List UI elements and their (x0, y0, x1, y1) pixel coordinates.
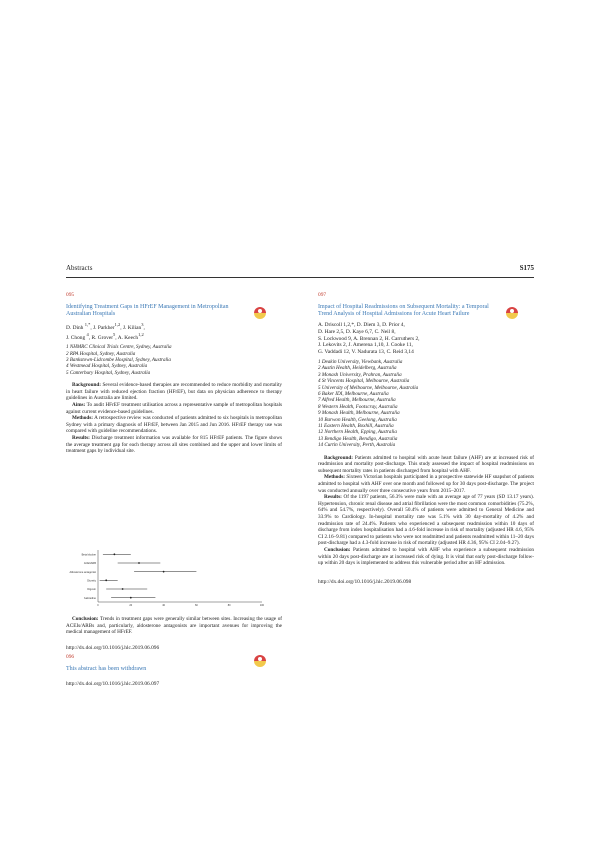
abstract-id: 097 (318, 292, 327, 298)
aims-paragraph: Aims: To audit HFrEF treatment utilisation across a representative sample of metropolitan hospitals against current evidence-based guidelines. (66, 402, 282, 415)
author-line: G. Vaddadi 12, V. Nadurata 13, C. Reid 3,14 (318, 349, 414, 356)
abstract-id: 095 (66, 292, 75, 298)
affiliation: 9 Monash Health, Melbourne, Australia (318, 410, 400, 417)
category-label: Beta blocker (81, 553, 96, 557)
affiliation: 5 University of Melbourne, Melbourne, Australia (318, 384, 419, 391)
doi-link[interactable]: http://dx.doi.org/10.1016/j.hlc.2019.06.098 (318, 578, 412, 585)
author-line: J. Lekovits 2, J. Amerena 1,10, J. Cooke 11, (318, 342, 413, 349)
author-line: S. Lockwood 9, A. Brennan 2, H. Carruthers 2, (318, 335, 420, 342)
x-tick-label: 0 (97, 604, 99, 607)
category-label: Aldosterone antagonist (69, 570, 96, 574)
x-tick-label: 20 (129, 604, 133, 607)
background-paragraph: Background: Several evidence-based therapies are recommended to reduce morbidity and mortality in heart failure with reduced ejection fraction (HFrEF), but data on physician adherence to therapy guidelines in Australia are limited. (66, 382, 282, 402)
abstract-title[interactable]: This abstract has been withdrawn (66, 665, 147, 672)
average-point (163, 571, 165, 573)
author-line: A. Driscoll 1,2,*, D. Diem 3, D. Prior 4, (318, 322, 405, 328)
abstract-095 (66, 292, 282, 455)
category-label: Diuretic (87, 579, 96, 583)
affiliation: 2 RPA Hospital, Sydney, Australia (66, 350, 136, 357)
abstract-097 (318, 292, 534, 585)
affiliation: 5 Canterbury Hospital, Sydney, Australia (66, 369, 151, 376)
average-point (114, 553, 116, 555)
author-line: D. Hare 2,5, D. Kaye 6,7, C. Neil 8, (318, 328, 396, 335)
category-label: ACEI/ARB (83, 562, 96, 566)
category-label: Digoxin (87, 588, 96, 592)
x-tick-label: 60 (195, 604, 198, 607)
treatment-gap-chart (66, 544, 282, 610)
average-point (105, 579, 107, 581)
crossmark-icon[interactable] (254, 307, 266, 319)
crossmark-icon[interactable] (506, 307, 518, 319)
affiliation: 3 Monash University, Prahran, Australia (318, 371, 402, 378)
abstract-title[interactable]: Impact of Hospital Readmissions on Subsequent Mortality: a Temporal Trend Analysis of Hospital Admissions for Acute Heart Failure (318, 303, 489, 317)
abstract-095-conclusion (66, 616, 282, 688)
affiliation: 8 Western Health, Footscray, Australia (318, 403, 398, 410)
affiliation: 3 Bankstown-Lidcombe Hospital, Sydney, Australia (66, 357, 171, 363)
x-tick-label: 40 (162, 604, 165, 607)
affiliation: 13 Bendigo Health, Bendigo, Australia (318, 435, 398, 442)
doi-link[interactable]: http://dx.doi.org/10.1016/j.hlc.2019.06.096 (66, 644, 160, 651)
average-point (130, 597, 132, 599)
methods-paragraph: Methods: A retrospective review was conducted of patients admitted to six hospitals in metropolitan Sydney with a primary diagnosis of HFrEF, between Jan 2015 and Jun 2016. HFrEF therapy use was compared with guideline recommendations. (66, 415, 282, 435)
affiliation-list (318, 359, 534, 449)
background-paragraph: Background: Patients admitted to hospital with acute heart failure (AHF) are at increased risk of readmission and mortality post-discharge. This study assessed the impact of hospital readmissions on subsequent mortality rates in patients discharged from hospital with AHF. (318, 454, 535, 474)
header-rule (66, 277, 534, 278)
affiliation: 4 Westmead Hospital, Sydney, Australia (66, 363, 148, 370)
affiliation: 11 Eastern Health, Boxhill, Australia (318, 423, 394, 430)
author-list (318, 322, 534, 356)
journal-section: Abstracts (66, 264, 93, 272)
affiliation: 12 Northern Health, Epping, Australia (318, 429, 397, 436)
affiliation: 1 Deakin University, Viewbank, Australia (318, 358, 403, 365)
methods-paragraph: Methods: Sixteen Victorian hospitals participated in a prospective statewide HF snapshot of patients admitted to hospital with AHF over one month and followed up for 30 days post-discharge. The project was conducted annually over three consecutive years from 2015–2017. (318, 474, 534, 494)
results-paragraph: Results: Discharge treatment information was available for 815 HFrEF patients. The figure shows the average treatment gap for each therapy across all sites combined and the upper and lower limits of treatment gaps by individual site. (66, 434, 282, 455)
average-point (138, 562, 140, 564)
affiliation: 4 St Vincents Hospital, Melbourne, Australia (318, 378, 410, 385)
x-tick-label: 100 (259, 604, 265, 607)
conclusion-paragraph: Conclusion: Trends in treatment gaps were generally similar between sites. Increasing the usage of ACEIs/ARBs and, particularly, aldosterone antagonists are important avenues for improving the medical management of HFrEF. (66, 616, 283, 636)
author-list: D. Dinh $^{1,*}$, J. Parkher$^{1,2}$, J. Kilian$^3$, J. Chong $^4$, R. Grover$^5$, A. Keech$^{1,2}$ (66, 322, 145, 341)
category-label: Ivabradine (83, 596, 96, 600)
affiliation: 1 NHMRC Clinical Trials Centre, Sydney, Australia (66, 344, 172, 351)
x-tick-label: 80 (227, 604, 231, 607)
conclusion-paragraph: Conclusion: Patients admitted to hospital with AHF who experience a subsequent readmission within 20 days post-discharge are at increased risk of dying. It is vital that early post-discharge follow-up within 20 days is implemented to address this vulnerable period after an HF admission. (318, 546, 535, 567)
abstract-title[interactable]: Identifying Treatment Gaps in HFrEF Management in Metropolitan Australian Hospitals (66, 303, 229, 317)
affiliation: 7 Alfred Health, Melbourne, Australia (318, 397, 396, 404)
page-number: S175 (519, 264, 534, 272)
average-point (122, 588, 124, 590)
results-paragraph: Results: Of the 1197 patients, 56.3% were male with an average age of 77 years (SD 13.17 years). Hypertension, chronic renal disease and atrial fibrillation were the most common comorbidities (75.2%, 64% and 54.7%, respectively). Overall 50.4% of patients were admitted to General Medicine and 33.9% to Cardiology. In-hospital mortality rate was 5.1% with 30 day-mortality of 4.2% and readmission rate of 24.4%. Patients who experienced a subsequent readmission within 10 days of discharge from index hospitalisation had a 4.6-fold increase in risk of mortality (adjusted HR 4.6, 95% CI 2.16–9.81) compared to patients who were not readmitted and patients readmitted within 11–20 days post-discharge had a 4.3-fold increase in risk of mortality (adjusted HR 4.36, 95% CI 2.04–9.27). (318, 494, 534, 547)
affiliation: 2 Austin Health, Heidelberg, Australia (318, 365, 397, 372)
abstract-id: 096 (66, 654, 75, 661)
affiliation: 10 Barwon Health, Geelong, Australia (318, 416, 397, 423)
affiliation: 6 Baker IDI, Melbourne, Australia (318, 391, 389, 398)
crossmark-icon[interactable] (254, 655, 266, 667)
affiliation: 14 Curtin University, Perth, Australia (318, 442, 396, 449)
doi-link[interactable]: http://dx.doi.org/10.1016/j.hlc.2019.06.097 (66, 681, 160, 688)
affiliation-list (66, 344, 282, 376)
